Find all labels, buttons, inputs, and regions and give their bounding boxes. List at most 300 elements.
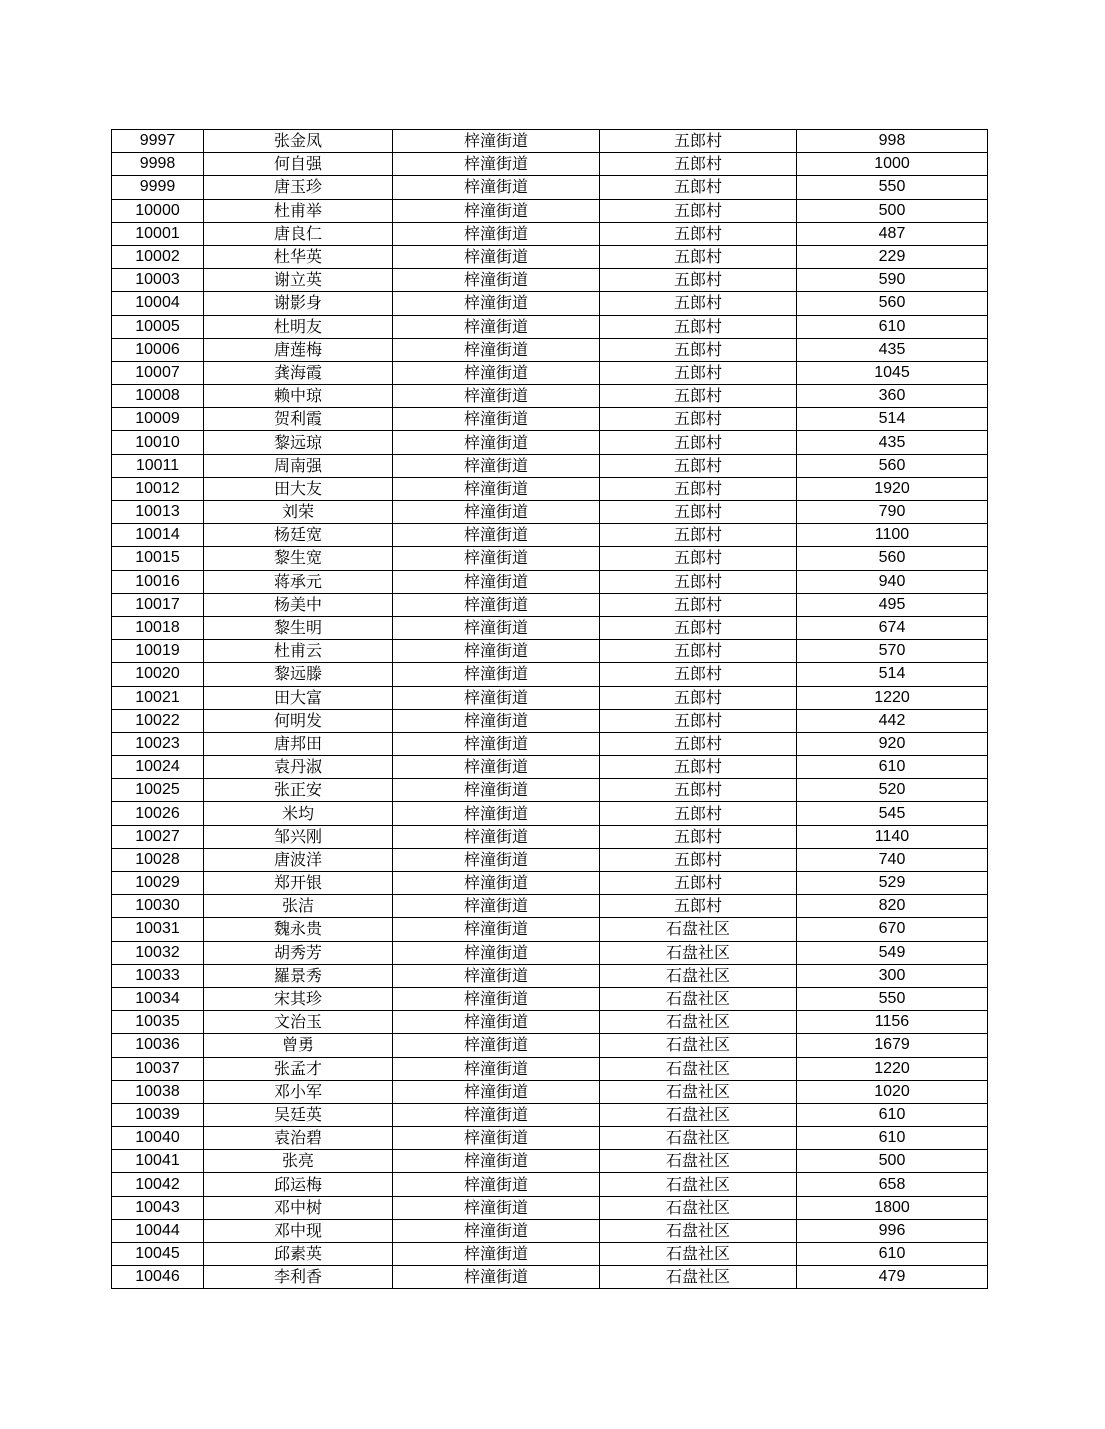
cell-amount: 590: [797, 269, 988, 292]
cell-village: 五郎村: [600, 547, 797, 570]
cell-id: 10022: [112, 709, 204, 732]
cell-village: 石盘社区: [600, 918, 797, 941]
cell-street: 梓潼街道: [393, 1057, 600, 1080]
cell-name: 龚海霞: [204, 361, 393, 384]
cell-id: 10015: [112, 547, 204, 570]
cell-street: 梓潼街道: [393, 1243, 600, 1266]
cell-village: 五郎村: [600, 431, 797, 454]
cell-street: 梓潼街道: [393, 524, 600, 547]
cell-id: 10044: [112, 1219, 204, 1242]
cell-village: 石盘社区: [600, 1173, 797, 1196]
cell-amount: 570: [797, 640, 988, 663]
cell-id: 10043: [112, 1196, 204, 1219]
cell-village: 五郎村: [600, 130, 797, 153]
cell-id: 10016: [112, 570, 204, 593]
cell-village: 五郎村: [600, 199, 797, 222]
cell-name: 杜华英: [204, 245, 393, 268]
cell-street: 梓潼街道: [393, 663, 600, 686]
cell-village: 五郎村: [600, 385, 797, 408]
cell-id: 10045: [112, 1243, 204, 1266]
cell-amount: 514: [797, 663, 988, 686]
cell-street: 梓潼街道: [393, 199, 600, 222]
cell-street: 梓潼街道: [393, 338, 600, 361]
cell-village: 石盘社区: [600, 1196, 797, 1219]
cell-name: 袁丹淑: [204, 756, 393, 779]
cell-amount: 520: [797, 779, 988, 802]
cell-name: 谢影身: [204, 292, 393, 315]
cell-street: 梓潼街道: [393, 269, 600, 292]
cell-street: 梓潼街道: [393, 941, 600, 964]
cell-village: 五郎村: [600, 315, 797, 338]
cell-street: 梓潼街道: [393, 756, 600, 779]
cell-name: 周南强: [204, 454, 393, 477]
cell-amount: 479: [797, 1266, 988, 1289]
cell-name: 米均: [204, 802, 393, 825]
cell-name: 曾勇: [204, 1034, 393, 1057]
table-row: [112, 570, 988, 593]
cell-name: 袁治碧: [204, 1127, 393, 1150]
table-row: [112, 524, 988, 547]
cell-name: 唐莲梅: [204, 338, 393, 361]
cell-name: 蒋承元: [204, 570, 393, 593]
table-row: [112, 361, 988, 384]
cell-name: 杜甫云: [204, 640, 393, 663]
cell-name: 羅景秀: [204, 964, 393, 987]
cell-amount: 1000: [797, 153, 988, 176]
table-row: [112, 501, 988, 524]
cell-village: 五郎村: [600, 802, 797, 825]
cell-street: 梓潼街道: [393, 222, 600, 245]
cell-name: 唐玉珍: [204, 176, 393, 199]
cell-amount: 940: [797, 570, 988, 593]
table-row: [112, 1243, 988, 1266]
cell-id: 10012: [112, 477, 204, 500]
table-row: [112, 987, 988, 1010]
cell-village: 五郎村: [600, 732, 797, 755]
cell-id: 10032: [112, 941, 204, 964]
cell-street: 梓潼街道: [393, 964, 600, 987]
cell-name: 张金凤: [204, 130, 393, 153]
cell-amount: 560: [797, 454, 988, 477]
cell-id: 10000: [112, 199, 204, 222]
cell-street: 梓潼街道: [393, 431, 600, 454]
cell-village: 五郎村: [600, 593, 797, 616]
cell-street: 梓潼街道: [393, 918, 600, 941]
cell-name: 唐波洋: [204, 848, 393, 871]
cell-amount: 300: [797, 964, 988, 987]
cell-id: 10034: [112, 987, 204, 1010]
table-row: [112, 895, 988, 918]
table-row: [112, 593, 988, 616]
cell-village: 五郎村: [600, 454, 797, 477]
cell-id: 10025: [112, 779, 204, 802]
cell-village: 五郎村: [600, 779, 797, 802]
cell-id: 10007: [112, 361, 204, 384]
table-row: [112, 1150, 988, 1173]
cell-id: 10041: [112, 1150, 204, 1173]
cell-village: 五郎村: [600, 570, 797, 593]
cell-amount: 514: [797, 408, 988, 431]
table-row: [112, 130, 988, 153]
cell-name: 邱素英: [204, 1243, 393, 1266]
cell-amount: 545: [797, 802, 988, 825]
cell-street: 梓潼街道: [393, 547, 600, 570]
cell-amount: 674: [797, 616, 988, 639]
cell-village: 五郎村: [600, 292, 797, 315]
cell-village: 五郎村: [600, 686, 797, 709]
cell-id: 10011: [112, 454, 204, 477]
cell-amount: 550: [797, 176, 988, 199]
cell-name: 黎远滕: [204, 663, 393, 686]
cell-village: 石盘社区: [600, 1243, 797, 1266]
cell-street: 梓潼街道: [393, 570, 600, 593]
cell-id: 10046: [112, 1266, 204, 1289]
cell-id: 10006: [112, 338, 204, 361]
table-row: [112, 709, 988, 732]
cell-village: 石盘社区: [600, 1057, 797, 1080]
table-row: [112, 1219, 988, 1242]
cell-name: 张洁: [204, 895, 393, 918]
cell-street: 梓潼街道: [393, 640, 600, 663]
table-row: [112, 802, 988, 825]
cell-street: 梓潼街道: [393, 802, 600, 825]
cell-id: 10014: [112, 524, 204, 547]
cell-street: 梓潼街道: [393, 825, 600, 848]
cell-name: 田大友: [204, 477, 393, 500]
cell-name: 杜甫举: [204, 199, 393, 222]
cell-amount: 500: [797, 199, 988, 222]
cell-name: 张亮: [204, 1150, 393, 1173]
cell-village: 五郎村: [600, 222, 797, 245]
cell-id: 10036: [112, 1034, 204, 1057]
cell-id: 10018: [112, 616, 204, 639]
data-table: [111, 129, 988, 1289]
cell-id: 10013: [112, 501, 204, 524]
cell-name: 唐良仁: [204, 222, 393, 245]
cell-village: 石盘社区: [600, 1034, 797, 1057]
cell-id: 10005: [112, 315, 204, 338]
cell-id: 10009: [112, 408, 204, 431]
cell-street: 梓潼街道: [393, 454, 600, 477]
cell-street: 梓潼街道: [393, 987, 600, 1010]
cell-street: 梓潼街道: [393, 848, 600, 871]
cell-id: 10035: [112, 1011, 204, 1034]
cell-id: 10001: [112, 222, 204, 245]
cell-amount: 670: [797, 918, 988, 941]
cell-street: 梓潼街道: [393, 292, 600, 315]
table-row: [112, 732, 988, 755]
table-row: [112, 408, 988, 431]
cell-amount: 529: [797, 872, 988, 895]
cell-street: 梓潼街道: [393, 1266, 600, 1289]
cell-name: 吴廷英: [204, 1103, 393, 1126]
cell-id: 10019: [112, 640, 204, 663]
cell-id: 10037: [112, 1057, 204, 1080]
cell-street: 梓潼街道: [393, 1034, 600, 1057]
cell-amount: 658: [797, 1173, 988, 1196]
table-row: [112, 477, 988, 500]
cell-amount: 1220: [797, 1057, 988, 1080]
cell-name: 李利香: [204, 1266, 393, 1289]
cell-amount: 1045: [797, 361, 988, 384]
cell-name: 邓小军: [204, 1080, 393, 1103]
cell-street: 梓潼街道: [393, 1127, 600, 1150]
cell-name: 杨美中: [204, 593, 393, 616]
cell-name: 黎生宽: [204, 547, 393, 570]
table-row: [112, 872, 988, 895]
cell-village: 五郎村: [600, 825, 797, 848]
table-row: [112, 547, 988, 570]
cell-id: 10029: [112, 872, 204, 895]
cell-amount: 1800: [797, 1196, 988, 1219]
cell-street: 梓潼街道: [393, 315, 600, 338]
cell-name: 唐邦田: [204, 732, 393, 755]
cell-village: 石盘社区: [600, 1266, 797, 1289]
cell-street: 梓潼街道: [393, 779, 600, 802]
cell-village: 五郎村: [600, 663, 797, 686]
table-row: [112, 1034, 988, 1057]
cell-name: 魏永贵: [204, 918, 393, 941]
table-row: [112, 1266, 988, 1289]
cell-name: 邱运梅: [204, 1173, 393, 1196]
cell-village: 五郎村: [600, 245, 797, 268]
cell-id: 10021: [112, 686, 204, 709]
table-row: [112, 269, 988, 292]
cell-id: 10038: [112, 1080, 204, 1103]
table-row: [112, 1080, 988, 1103]
cell-village: 五郎村: [600, 361, 797, 384]
cell-village: 石盘社区: [600, 941, 797, 964]
cell-village: 五郎村: [600, 640, 797, 663]
table-row: [112, 1103, 988, 1126]
cell-name: 张孟才: [204, 1057, 393, 1080]
table-row: [112, 199, 988, 222]
cell-street: 梓潼街道: [393, 176, 600, 199]
cell-street: 梓潼街道: [393, 501, 600, 524]
cell-amount: 820: [797, 895, 988, 918]
cell-village: 石盘社区: [600, 1103, 797, 1126]
cell-street: 梓潼街道: [393, 1011, 600, 1034]
cell-village: 五郎村: [600, 408, 797, 431]
cell-name: 邓中现: [204, 1219, 393, 1242]
cell-amount: 1100: [797, 524, 988, 547]
cell-id: 10003: [112, 269, 204, 292]
cell-id: 10031: [112, 918, 204, 941]
cell-name: 邹兴刚: [204, 825, 393, 848]
cell-name: 胡秀芳: [204, 941, 393, 964]
cell-street: 梓潼街道: [393, 245, 600, 268]
cell-street: 梓潼街道: [393, 385, 600, 408]
cell-street: 梓潼街道: [393, 1196, 600, 1219]
table-row: [112, 431, 988, 454]
cell-id: 10026: [112, 802, 204, 825]
cell-village: 五郎村: [600, 524, 797, 547]
cell-amount: 740: [797, 848, 988, 871]
cell-village: 五郎村: [600, 269, 797, 292]
cell-name: 黎生明: [204, 616, 393, 639]
cell-id: 10017: [112, 593, 204, 616]
cell-id: 10020: [112, 663, 204, 686]
cell-id: 10040: [112, 1127, 204, 1150]
table-row: [112, 663, 988, 686]
cell-id: 10010: [112, 431, 204, 454]
cell-amount: 442: [797, 709, 988, 732]
cell-amount: 1140: [797, 825, 988, 848]
cell-amount: 610: [797, 756, 988, 779]
cell-street: 梓潼街道: [393, 1173, 600, 1196]
table-row: [112, 1011, 988, 1034]
cell-street: 梓潼街道: [393, 872, 600, 895]
cell-street: 梓潼街道: [393, 1103, 600, 1126]
table-row: [112, 640, 988, 663]
cell-street: 梓潼街道: [393, 477, 600, 500]
cell-name: 刘荣: [204, 501, 393, 524]
cell-village: 五郎村: [600, 709, 797, 732]
table-row: [112, 1057, 988, 1080]
cell-amount: 560: [797, 547, 988, 570]
cell-amount: 610: [797, 1103, 988, 1126]
table-row: [112, 779, 988, 802]
cell-id: 9997: [112, 130, 204, 153]
cell-name: 赖中琼: [204, 385, 393, 408]
cell-village: 石盘社区: [600, 1011, 797, 1034]
cell-village: 五郎村: [600, 338, 797, 361]
cell-amount: 998: [797, 130, 988, 153]
cell-street: 梓潼街道: [393, 732, 600, 755]
cell-name: 贺利霞: [204, 408, 393, 431]
table-row: [112, 1127, 988, 1150]
table-row: [112, 222, 988, 245]
cell-name: 张正安: [204, 779, 393, 802]
cell-street: 梓潼街道: [393, 593, 600, 616]
table-row: [112, 292, 988, 315]
cell-street: 梓潼街道: [393, 686, 600, 709]
cell-village: 石盘社区: [600, 987, 797, 1010]
table-row: [112, 176, 988, 199]
cell-id: 9998: [112, 153, 204, 176]
cell-amount: 610: [797, 315, 988, 338]
table-row: [112, 756, 988, 779]
cell-id: 10028: [112, 848, 204, 871]
cell-name: 田大富: [204, 686, 393, 709]
table-row: [112, 1173, 988, 1196]
cell-village: 五郎村: [600, 176, 797, 199]
cell-id: 10042: [112, 1173, 204, 1196]
cell-name: 何自强: [204, 153, 393, 176]
cell-village: 五郎村: [600, 616, 797, 639]
table-row: [112, 454, 988, 477]
table-row: [112, 153, 988, 176]
cell-amount: 560: [797, 292, 988, 315]
cell-street: 梓潼街道: [393, 1080, 600, 1103]
cell-street: 梓潼街道: [393, 1150, 600, 1173]
cell-amount: 1220: [797, 686, 988, 709]
cell-village: 五郎村: [600, 153, 797, 176]
cell-amount: 1020: [797, 1080, 988, 1103]
cell-name: 郑开银: [204, 872, 393, 895]
cell-village: 石盘社区: [600, 964, 797, 987]
cell-street: 梓潼街道: [393, 616, 600, 639]
cell-amount: 487: [797, 222, 988, 245]
cell-village: 石盘社区: [600, 1150, 797, 1173]
table-row: [112, 964, 988, 987]
table-row: [112, 338, 988, 361]
cell-id: 10024: [112, 756, 204, 779]
cell-street: 梓潼街道: [393, 130, 600, 153]
cell-id: 10027: [112, 825, 204, 848]
cell-amount: 435: [797, 431, 988, 454]
cell-amount: 550: [797, 987, 988, 1010]
cell-amount: 1156: [797, 1011, 988, 1034]
cell-village: 五郎村: [600, 501, 797, 524]
table-body: [112, 130, 988, 1289]
cell-village: 五郎村: [600, 477, 797, 500]
cell-street: 梓潼街道: [393, 408, 600, 431]
table-row: [112, 616, 988, 639]
table-row: [112, 918, 988, 941]
cell-id: 10033: [112, 964, 204, 987]
table-row: [112, 315, 988, 338]
cell-village: 五郎村: [600, 756, 797, 779]
cell-street: 梓潼街道: [393, 153, 600, 176]
cell-id: 10004: [112, 292, 204, 315]
cell-amount: 1920: [797, 477, 988, 500]
cell-id: 10030: [112, 895, 204, 918]
cell-street: 梓潼街道: [393, 895, 600, 918]
cell-id: 10008: [112, 385, 204, 408]
cell-name: 何明发: [204, 709, 393, 732]
cell-village: 石盘社区: [600, 1219, 797, 1242]
cell-amount: 610: [797, 1127, 988, 1150]
table-row: [112, 941, 988, 964]
cell-village: 五郎村: [600, 872, 797, 895]
cell-amount: 435: [797, 338, 988, 361]
cell-name: 杨廷宽: [204, 524, 393, 547]
cell-amount: 500: [797, 1150, 988, 1173]
table-row: [112, 1196, 988, 1219]
cell-street: 梓潼街道: [393, 1219, 600, 1242]
cell-id: 9999: [112, 176, 204, 199]
cell-name: 杜明友: [204, 315, 393, 338]
cell-amount: 495: [797, 593, 988, 616]
cell-amount: 610: [797, 1243, 988, 1266]
cell-name: 文治玉: [204, 1011, 393, 1034]
cell-village: 石盘社区: [600, 1080, 797, 1103]
cell-id: 10039: [112, 1103, 204, 1126]
cell-amount: 549: [797, 941, 988, 964]
cell-amount: 1679: [797, 1034, 988, 1057]
cell-amount: 790: [797, 501, 988, 524]
cell-name: 宋其珍: [204, 987, 393, 1010]
cell-id: 10002: [112, 245, 204, 268]
cell-village: 五郎村: [600, 895, 797, 918]
table-row: [112, 686, 988, 709]
table-row: [112, 245, 988, 268]
cell-amount: 360: [797, 385, 988, 408]
cell-amount: 229: [797, 245, 988, 268]
cell-amount: 920: [797, 732, 988, 755]
cell-name: 黎远琼: [204, 431, 393, 454]
table-row: [112, 825, 988, 848]
cell-street: 梓潼街道: [393, 361, 600, 384]
cell-street: 梓潼街道: [393, 709, 600, 732]
table-row: [112, 385, 988, 408]
cell-name: 谢立英: [204, 269, 393, 292]
cell-village: 五郎村: [600, 848, 797, 871]
cell-amount: 996: [797, 1219, 988, 1242]
cell-name: 邓中树: [204, 1196, 393, 1219]
cell-id: 10023: [112, 732, 204, 755]
